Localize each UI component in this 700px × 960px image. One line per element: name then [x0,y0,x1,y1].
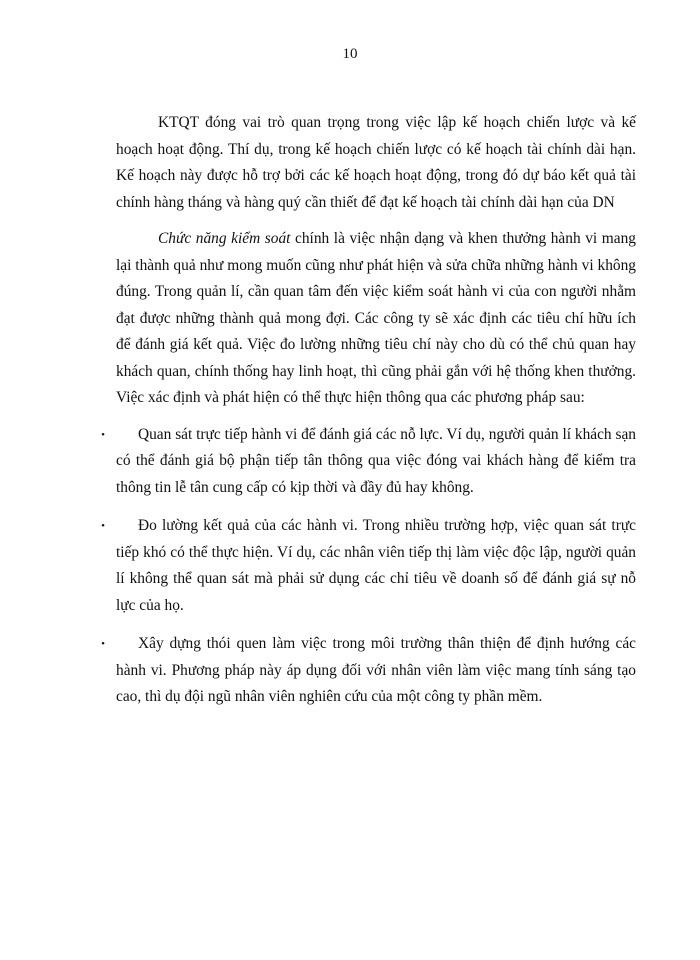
bullet-item-work-habits [101,631,636,711]
bullet-item-observation [101,422,636,502]
bullet-marker: • [101,428,105,441]
control-function-term: Chức năng kiểm soát [158,230,291,247]
bullet-text: Quan sát trực tiếp hành vi để đánh giá các nỗ lực. Ví dụ, người quản lí khách sạn có thể đánh giá bộ phận tiếp tân thông qua việc đóng vai khách hàng để kiểm tra thông tin lễ tân cung cấp có kịp thời và đầy đủ hay không. [116,425,636,496]
body-text [101,110,636,723]
bullet-text: Đo lường kết quả của các hành vi. Trong nhiều trường hợp, việc quan sát trực tiếp khó có thể thực hiện. Ví dụ, các nhân viên tiếp thị làm việc độc lập, người quản lí không thể quan sát mà phải sử dụng các chỉ tiêu về doanh số để đánh giá sự nỗ lực của họ. [116,517,636,614]
paragraph-control-text: chính là việc nhận dạng và khen thưởng hành vi mang lại thành quả như mong muốn cũng như phát hiện và sửa chữa những hành vi không đúng. Trong quản lí, cần quan tâm đến việc kiểm soát hành vi của con người nhằm đạt được những thành quả mong đợi. Các công ty sẽ xác định các tiêu chí hữu ích để đánh giá kết quả. Việc đo lường những tiêu chí này cho dù có thể chủ quan hay khách quan, chính thống hay linh hoạt, thì cũng phải gắn với hệ thống khen thưởng. Việc xác định và phát hiện có thể thực hiện thông qua các phương pháp sau: [116,230,636,406]
paragraph-planning-text: KTQT đóng vai trò quan trọng trong việc lập kế hoạch chiến lược và kế hoạch hoạt động. Thí dụ, trong kế hoạch chiến lược có kế hoạch tài chính dài hạn. Kế hoạch này được hỗ trợ bởi các kế hoạch hoạt động, trong đó dự báo kết quả tài chính hàng tháng và hàng quý cần thiết để đạt kế hoạch tài chính dài hạn của DN [116,114,636,211]
bullet-text: Xây dựng thói quen làm việc trong môi trường thân thiện để định hướng các hành vi. Phương pháp này áp dụng đối với nhân viên làm việc mang tính sáng tạo cao, thì dụ đội ngũ nhân viên nghiên cứu của một công ty phần mềm. [116,635,636,705]
bullet-item-measurement [101,513,636,619]
page-number: 10 [342,46,358,62]
paragraph-control-function [116,226,636,412]
bullet-marker: • [101,520,105,532]
bullet-marker: • [101,638,105,650]
paragraph-planning [116,110,636,216]
